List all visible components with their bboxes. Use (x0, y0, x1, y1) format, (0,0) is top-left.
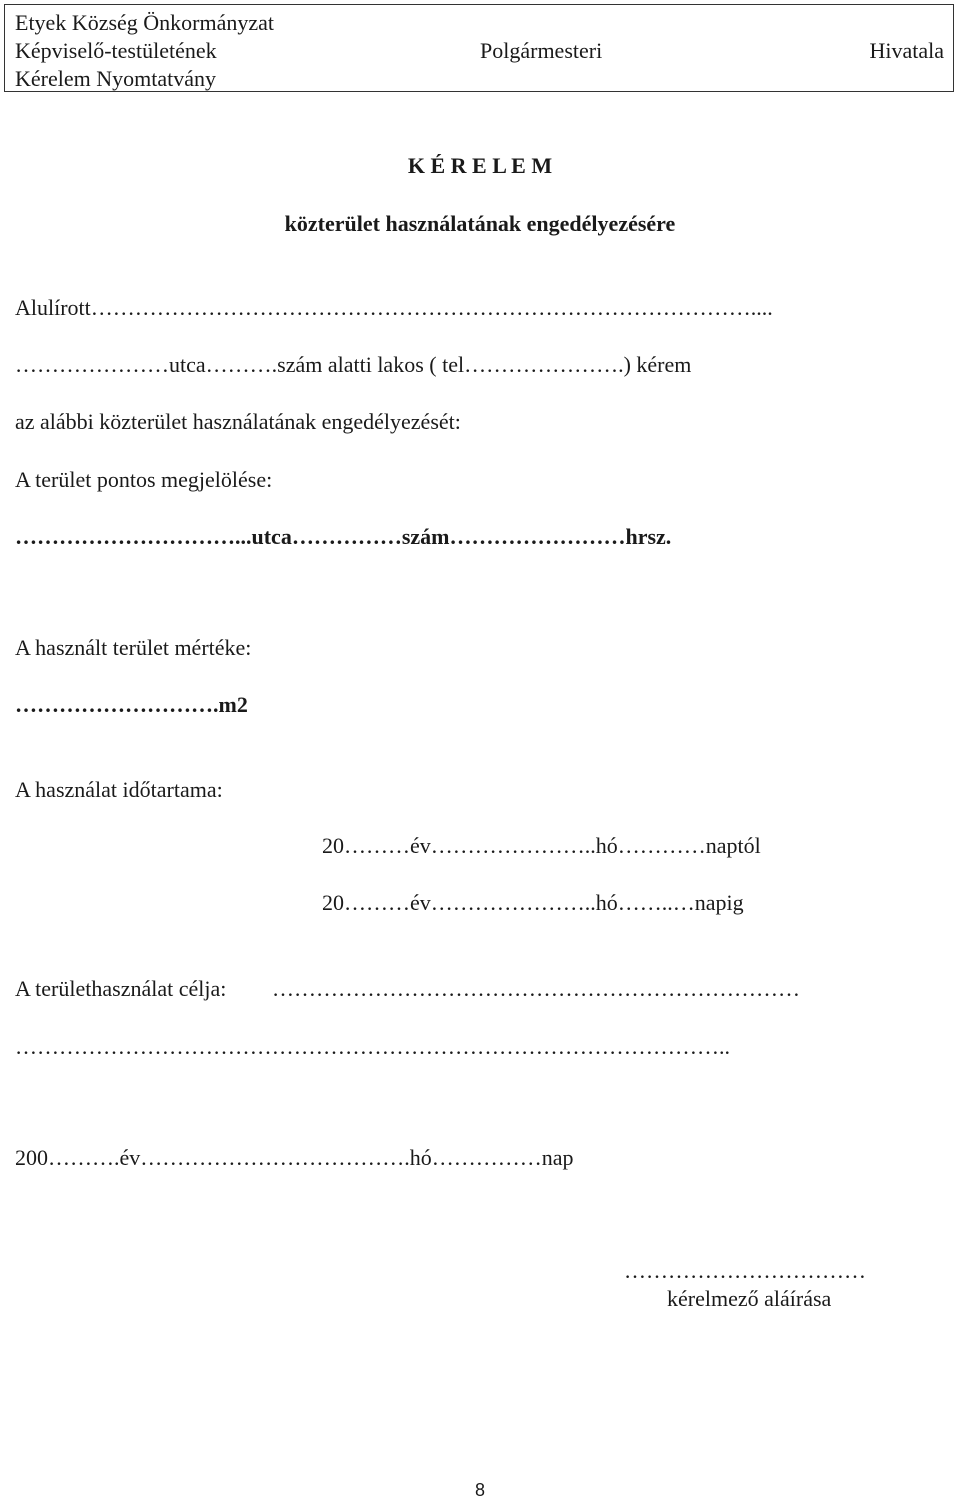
request-text: az alábbi közterület használatának engedélyezését: (15, 409, 461, 434)
page-number: 8 (474, 1480, 485, 1500)
applicant-address-field: …………………utca……….szám alatti lakos ( tel………………….) kérem (15, 352, 692, 377)
header-office: Hivatala (869, 38, 944, 63)
size-label: A használt terület mértéke: (15, 635, 252, 660)
duration-label: A használat időtartama: (15, 777, 223, 802)
size-field: ……………………….m2 (15, 692, 248, 717)
header-council: Képviselő-testületének (15, 38, 217, 63)
area-location-field: …………………………...utca……………szám……………………hrsz. (15, 524, 672, 549)
duration-from-field: 20………év…………………..hó…………naptól (322, 833, 761, 858)
purpose-field-line2: …………………………………………………………………………………….. (15, 1034, 730, 1059)
page-subtitle: közterület használatának engedélyezésére (284, 211, 676, 236)
header-form-type: Kérelem Nyomtatvány (15, 66, 216, 91)
signature-label: kérelmező aláírása (667, 1286, 832, 1311)
page-title: K É R E L E M (407, 153, 553, 178)
area-label: A terület pontos megjelölése: (15, 467, 273, 492)
header-municipality: Etyek Község Önkormányzat (15, 10, 275, 35)
duration-to-field: 20………év…………………..hó……..…napig (322, 890, 744, 915)
purpose-label: A területhasználat célja: (15, 976, 227, 1001)
signature-line: …………………………… (624, 1258, 866, 1283)
purpose-field-line1: ……………………………………………………………… (272, 976, 800, 1001)
header-mayor-office: Polgármesteri (480, 38, 603, 63)
applicant-name-field: Alulírott……………………………………………………………………………….... (15, 295, 773, 320)
date-field: 200……….év……………………………….hó……………nap (15, 1145, 574, 1170)
